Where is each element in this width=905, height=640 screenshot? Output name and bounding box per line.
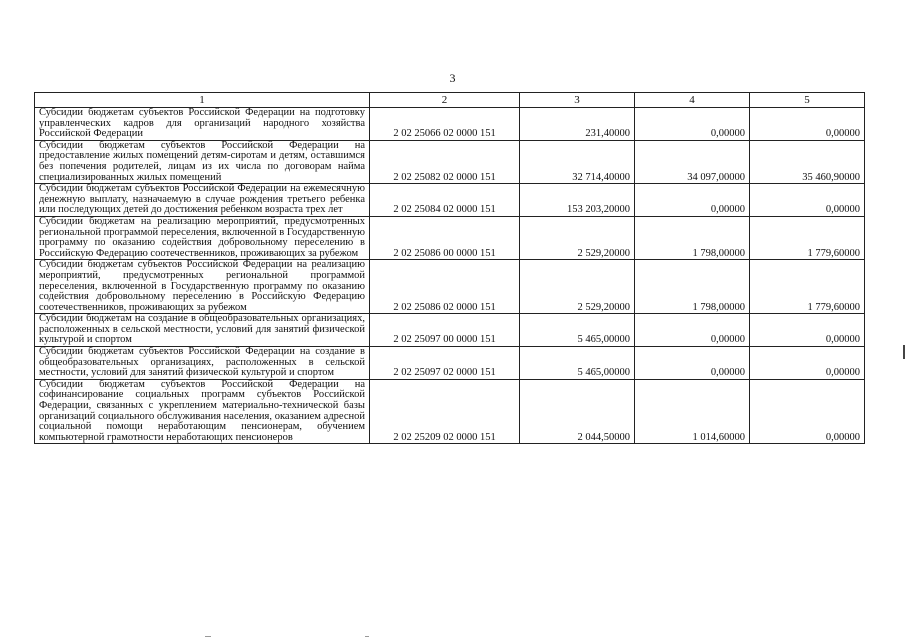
row-value-col3: 2 044,50000 bbox=[520, 379, 635, 444]
row-budget-code: 2 02 25097 02 0000 151 bbox=[370, 347, 520, 380]
column-header-2: 2 bbox=[370, 93, 520, 108]
table-header-row bbox=[35, 93, 865, 108]
table-row bbox=[35, 108, 865, 141]
column-header-4: 4 bbox=[635, 93, 750, 108]
budget-table bbox=[34, 92, 865, 444]
row-budget-code: 2 02 25084 02 0000 151 bbox=[370, 184, 520, 217]
row-value-col3: 153 203,20000 bbox=[520, 184, 635, 217]
row-value-col5: 0,00000 bbox=[750, 379, 865, 444]
row-value-col4: 0,00000 bbox=[635, 314, 750, 347]
row-description: Субсидии бюджетам на реализацию мероприятий, предусмотренных региональной программой переселения, включенной в Государственную программу по оказанию содействия добровольному переселению в Российскую Федерацию соотечественников, проживающих за рубежом bbox=[35, 216, 370, 259]
row-value-col5: 0,00000 bbox=[750, 314, 865, 347]
row-value-col3: 32 714,40000 bbox=[520, 140, 635, 183]
row-value-col3: 5 465,00000 bbox=[520, 347, 635, 380]
row-budget-code: 2 02 25086 02 0000 151 bbox=[370, 260, 520, 314]
row-budget-code: 2 02 25066 02 0000 151 bbox=[370, 108, 520, 141]
column-header-5: 5 bbox=[750, 93, 865, 108]
row-value-col4: 1 798,00000 bbox=[635, 216, 750, 259]
row-value-col4: 0,00000 bbox=[635, 108, 750, 141]
row-value-col3: 5 465,00000 bbox=[520, 314, 635, 347]
row-description: Субсидии бюджетам субъектов Российской Федерации на подготовку управленческих кадров для организаций народного хозяйства Российской Федерации bbox=[35, 108, 370, 141]
table-row bbox=[35, 140, 865, 183]
table-row bbox=[35, 216, 865, 259]
row-description: Субсидии бюджетам субъектов Российской Федерации на ежемесячную денежную выплату, назначаемую в случае рождения третьего ребенка или последующих детей до достижения ребенком возраста трех лет bbox=[35, 184, 370, 217]
row-description: Субсидии бюджетам субъектов Российской Федерации на софинансирование социальных программ субъектов Российской Федерации, связанных с укреплением материально-технической базы организаций социального обслуживания населения, оказанием адресной социальной помощи неработающим пенсионерам, обучением компьютерной грамотности неработающих пенсионеров bbox=[35, 379, 370, 444]
page-number: 3 bbox=[449, 71, 456, 85]
row-value-col5: 35 460,90000 bbox=[750, 140, 865, 183]
row-value-col5: 0,00000 bbox=[750, 184, 865, 217]
row-value-col4: 1 014,60000 bbox=[635, 379, 750, 444]
row-budget-code: 2 02 25097 00 0000 151 bbox=[370, 314, 520, 347]
row-value-col3: 231,40000 bbox=[520, 108, 635, 141]
row-value-col4: 34 097,00000 bbox=[635, 140, 750, 183]
row-description: Субсидии бюджетам субъектов Российской Федерации на реализацию мероприятий, предусмотренных региональной программой переселения, включенной в Государственную программу по оказанию содействия добровольному переселению в Российскую Федерацию соотечественников, проживающих за рубежом bbox=[35, 260, 370, 314]
row-value-col5: 1 779,60000 bbox=[750, 216, 865, 259]
row-budget-code: 2 02 25086 00 0000 151 bbox=[370, 216, 520, 259]
row-value-col4: 1 798,00000 bbox=[635, 260, 750, 314]
row-value-col3: 2 529,20000 bbox=[520, 216, 635, 259]
table-row bbox=[35, 260, 865, 314]
row-budget-code: 2 02 25082 02 0000 151 bbox=[370, 140, 520, 183]
row-budget-code: 2 02 25209 02 0000 151 bbox=[370, 379, 520, 444]
table-row bbox=[35, 314, 865, 347]
column-header-1: 1 bbox=[35, 93, 370, 108]
scan-bottom-mark bbox=[205, 636, 211, 637]
row-description: Субсидии бюджетам на создание в общеобразовательных организациях, расположенных в сельской местности, условий для занятий физической культурой и спортом bbox=[35, 314, 370, 347]
row-value-col5: 0,00000 bbox=[750, 108, 865, 141]
row-value-col3: 2 529,20000 bbox=[520, 260, 635, 314]
row-description: Субсидии бюджетам субъектов Российской Федерации на создание в общеобразовательных организациях, расположенных в сельской местности, условий для занятий физической культурой и спортом bbox=[35, 347, 370, 380]
column-header-3: 3 bbox=[520, 93, 635, 108]
row-value-col5: 1 779,60000 bbox=[750, 260, 865, 314]
row-value-col4: 0,00000 bbox=[635, 184, 750, 217]
table-row bbox=[35, 184, 865, 217]
row-value-col5: 0,00000 bbox=[750, 347, 865, 380]
row-value-col4: 0,00000 bbox=[635, 347, 750, 380]
scan-bottom-mark bbox=[365, 636, 369, 637]
row-description: Субсидии бюджетам субъектов Российской Федерации на предоставление жилых помещений детям-сиротам и детям, оставшимся без попечения родителей, лицам из их числа по договорам найма специализированных жилых помещений bbox=[35, 140, 370, 183]
table-row bbox=[35, 347, 865, 380]
table-row bbox=[35, 379, 865, 444]
